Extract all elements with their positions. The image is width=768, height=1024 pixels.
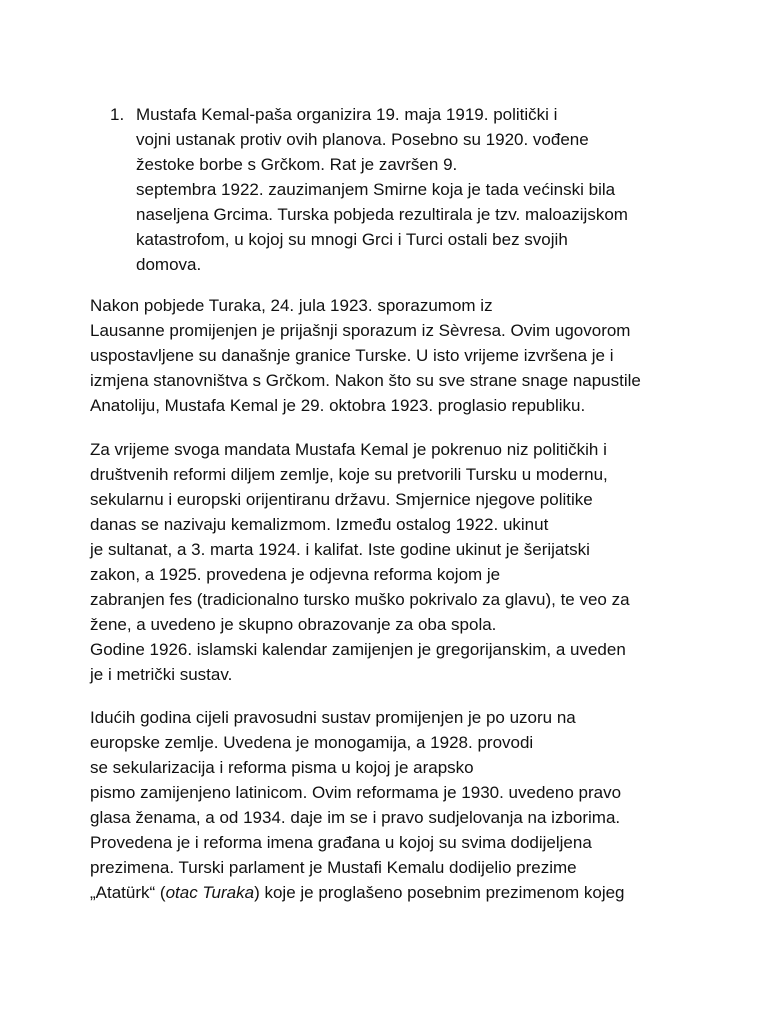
text-line: prezimena. Turski parlament je Mustafi Kemalu dodijelio prezime bbox=[90, 858, 577, 877]
text-line: izmjena stanovništva s Grčkom. Nakon što su sve strane snage napustile bbox=[90, 371, 641, 390]
text-line: europske zemlje. Uvedena je monogamija, a 1928. provodi bbox=[90, 733, 534, 752]
paragraph-3 bbox=[90, 705, 710, 905]
text-line: Lausanne promijenjen je prijašnji sporazum iz Sèvresa. Ovim ugovorom bbox=[90, 321, 631, 340]
text-line: društvenih reformi diljem zemlje, koje su pretvorili Tursku u modernu, bbox=[90, 465, 608, 484]
text-line: katastrofom, u kojoj su mnogi Grci i Turci ostali bez svojih bbox=[136, 230, 568, 249]
text-line: Idućih godina cijeli pravosudni sustav promijenjen je po uzoru na bbox=[90, 708, 576, 727]
text-line: danas se nazivaju kemalizmom. Između ostalog 1922. ukinut bbox=[90, 515, 549, 534]
text-line: Provedena je i reforma imena građana u kojoj su svima dodijeljena bbox=[90, 833, 592, 852]
text-line: Za vrijeme svoga mandata Mustafa Kemal je pokrenuo niz političkih i bbox=[90, 440, 607, 459]
text-line: septembra 1922. zauzimanjem Smirne koja je tada većinski bila bbox=[136, 180, 616, 199]
text-line: Nakon pobjede Turaka, 24. jula 1923. sporazumom iz bbox=[90, 296, 493, 315]
list-item-number: 1. bbox=[110, 105, 125, 124]
text-line: Godine 1926. islamski kalendar zamijenjen je gregorijanskim, a uveden bbox=[90, 640, 626, 659]
paragraph-1 bbox=[90, 293, 710, 418]
text-line: glasa ženama, a od 1934. daje im se i pravo sudjelovanja na izborima. bbox=[90, 808, 621, 827]
text-run: „Atatürk“ ( bbox=[90, 883, 166, 902]
text-line: se sekularizacija i reforma pisma u kojoj je arapsko bbox=[90, 758, 474, 777]
text-line: pismo zamijenjeno latinicom. Ovim reformama je 1930. uvedeno pravo bbox=[90, 783, 622, 802]
text-line: zabranjen fes (tradicionalno tursko muško pokrivalo za glavu), te veo za bbox=[90, 590, 630, 609]
text-line: naseljena Grcima. Turska pobjeda rezultirala je tzv. maloazijskom bbox=[136, 205, 628, 224]
text-run: ) koje je proglašeno posebnim prezimenom kojeg bbox=[254, 883, 625, 902]
text-line: žestoke borbe s Grčkom. Rat je završen 9. bbox=[136, 155, 458, 174]
text-line: vojni ustanak protiv ovih planova. Posebno su 1920. vođene bbox=[136, 130, 589, 149]
text-line: sekularnu i europski orijentiranu državu. Smjernice njegove politike bbox=[90, 490, 593, 509]
text-line: je i metrički sustav. bbox=[90, 665, 233, 684]
text-line: Mustafa Kemal-paša organizira 19. maja 1919. politički i bbox=[136, 105, 558, 124]
text-line: je sultanat, a 3. marta 1924. i kalifat. Iste godine ukinut je šerijatski bbox=[90, 540, 590, 559]
text-line: žene, a uvedeno je skupno obrazovanje za oba spola. bbox=[90, 615, 497, 634]
italic-text-run: otac Turaka bbox=[165, 883, 255, 902]
text-line-mixed bbox=[90, 880, 710, 905]
text-line: domova. bbox=[136, 255, 202, 274]
text-line: Anatoliju, Mustafa Kemal je 29. oktobra 1923. proglasio republiku. bbox=[90, 396, 586, 415]
list-item-text bbox=[136, 102, 736, 277]
text-line: uspostavljene su današnje granice Turske. U isto vrijeme izvršena je i bbox=[90, 346, 614, 365]
text-line: zakon, a 1925. provedena je odjevna reforma kojom je bbox=[90, 565, 501, 584]
paragraph-2 bbox=[90, 437, 710, 687]
